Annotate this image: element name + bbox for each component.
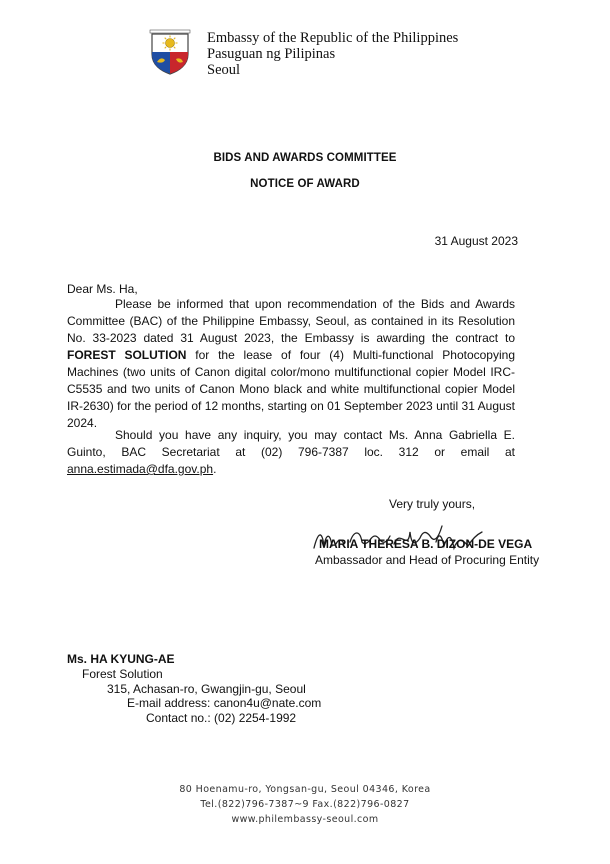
notice-title: NOTICE OF AWARD xyxy=(250,178,360,190)
coat-of-arms-icon xyxy=(146,28,194,76)
footer-phone: Tel.(822)796-7387~9 Fax.(822)796-0827 xyxy=(200,799,410,810)
secretariat-email-link[interactable]: anna.estimada@dfa.gov.ph xyxy=(67,462,214,476)
letterhead-city: Seoul xyxy=(207,62,241,78)
letterhead-filipino-name: Pasuguan ng Pilipinas xyxy=(207,46,336,62)
letter-date: 31 August 2023 xyxy=(434,234,518,248)
recipient-name: Ms. HA KYUNG-AE xyxy=(67,652,175,666)
closing: Very truly yours, xyxy=(389,497,476,511)
recipient-company: Forest Solution xyxy=(82,667,163,681)
signatory-title: Ambassador and Head of Procuring Entity xyxy=(315,553,540,567)
footer-website: www.philembassy-seoul.com xyxy=(231,814,379,825)
award-paragraph-rest: for the lease of four (4) Multi-functional Photocopying Machines (two units of Canon digital color/mono multifunctional copier Model IRC-C5535 and two units of Canon Mono black and white multifunctional copier Model IR-2630) for the period of 12 months, starting on 01 September 2023 until 31 August 2024. xyxy=(67,348,515,430)
awardee-name: FOREST SOLUTION xyxy=(67,348,187,362)
award-paragraph-text: Please be informed that upon recommendation of the Bids and Awards Committee (BAC) of the Philippine Embassy, Seoul, as contained in its Resolution No. 33-2023 dated 31 August 2023, the Embassy is awarding the contract to xyxy=(67,297,515,345)
letterhead xyxy=(207,30,458,78)
salutation: Dear Ms. Ha, xyxy=(67,282,138,296)
inquiry-paragraph-end: . xyxy=(213,462,217,476)
letterhead-embassy-name: Embassy of the Republic of the Philippines xyxy=(207,30,459,46)
recipient-email: E-mail address: canon4u@nate.com xyxy=(127,696,322,710)
committee-heading: BIDS AND AWARDS COMMITTEE xyxy=(213,152,397,164)
recipient-address: 315, Achasan-ro, Gwangjin-gu, Seoul xyxy=(107,682,306,696)
footer-address: 80 Hoenamu-ro, Yongsan-gu, Seoul 04346, Korea xyxy=(179,784,431,795)
inquiry-paragraph-text: Should you have any inquiry, you may contact Ms. Anna Gabriella E. Guinto, BAC Secretariat at (02) 796-7387 loc. 312 or email at xyxy=(67,428,515,459)
award-paragraph xyxy=(67,296,515,432)
recipient-contact: Contact no.: (02) 2254-1992 xyxy=(146,711,297,725)
inquiry-paragraph xyxy=(67,427,515,478)
signatory-name: MARIA THERESA B. DIZON-DE VEGA xyxy=(319,537,533,551)
